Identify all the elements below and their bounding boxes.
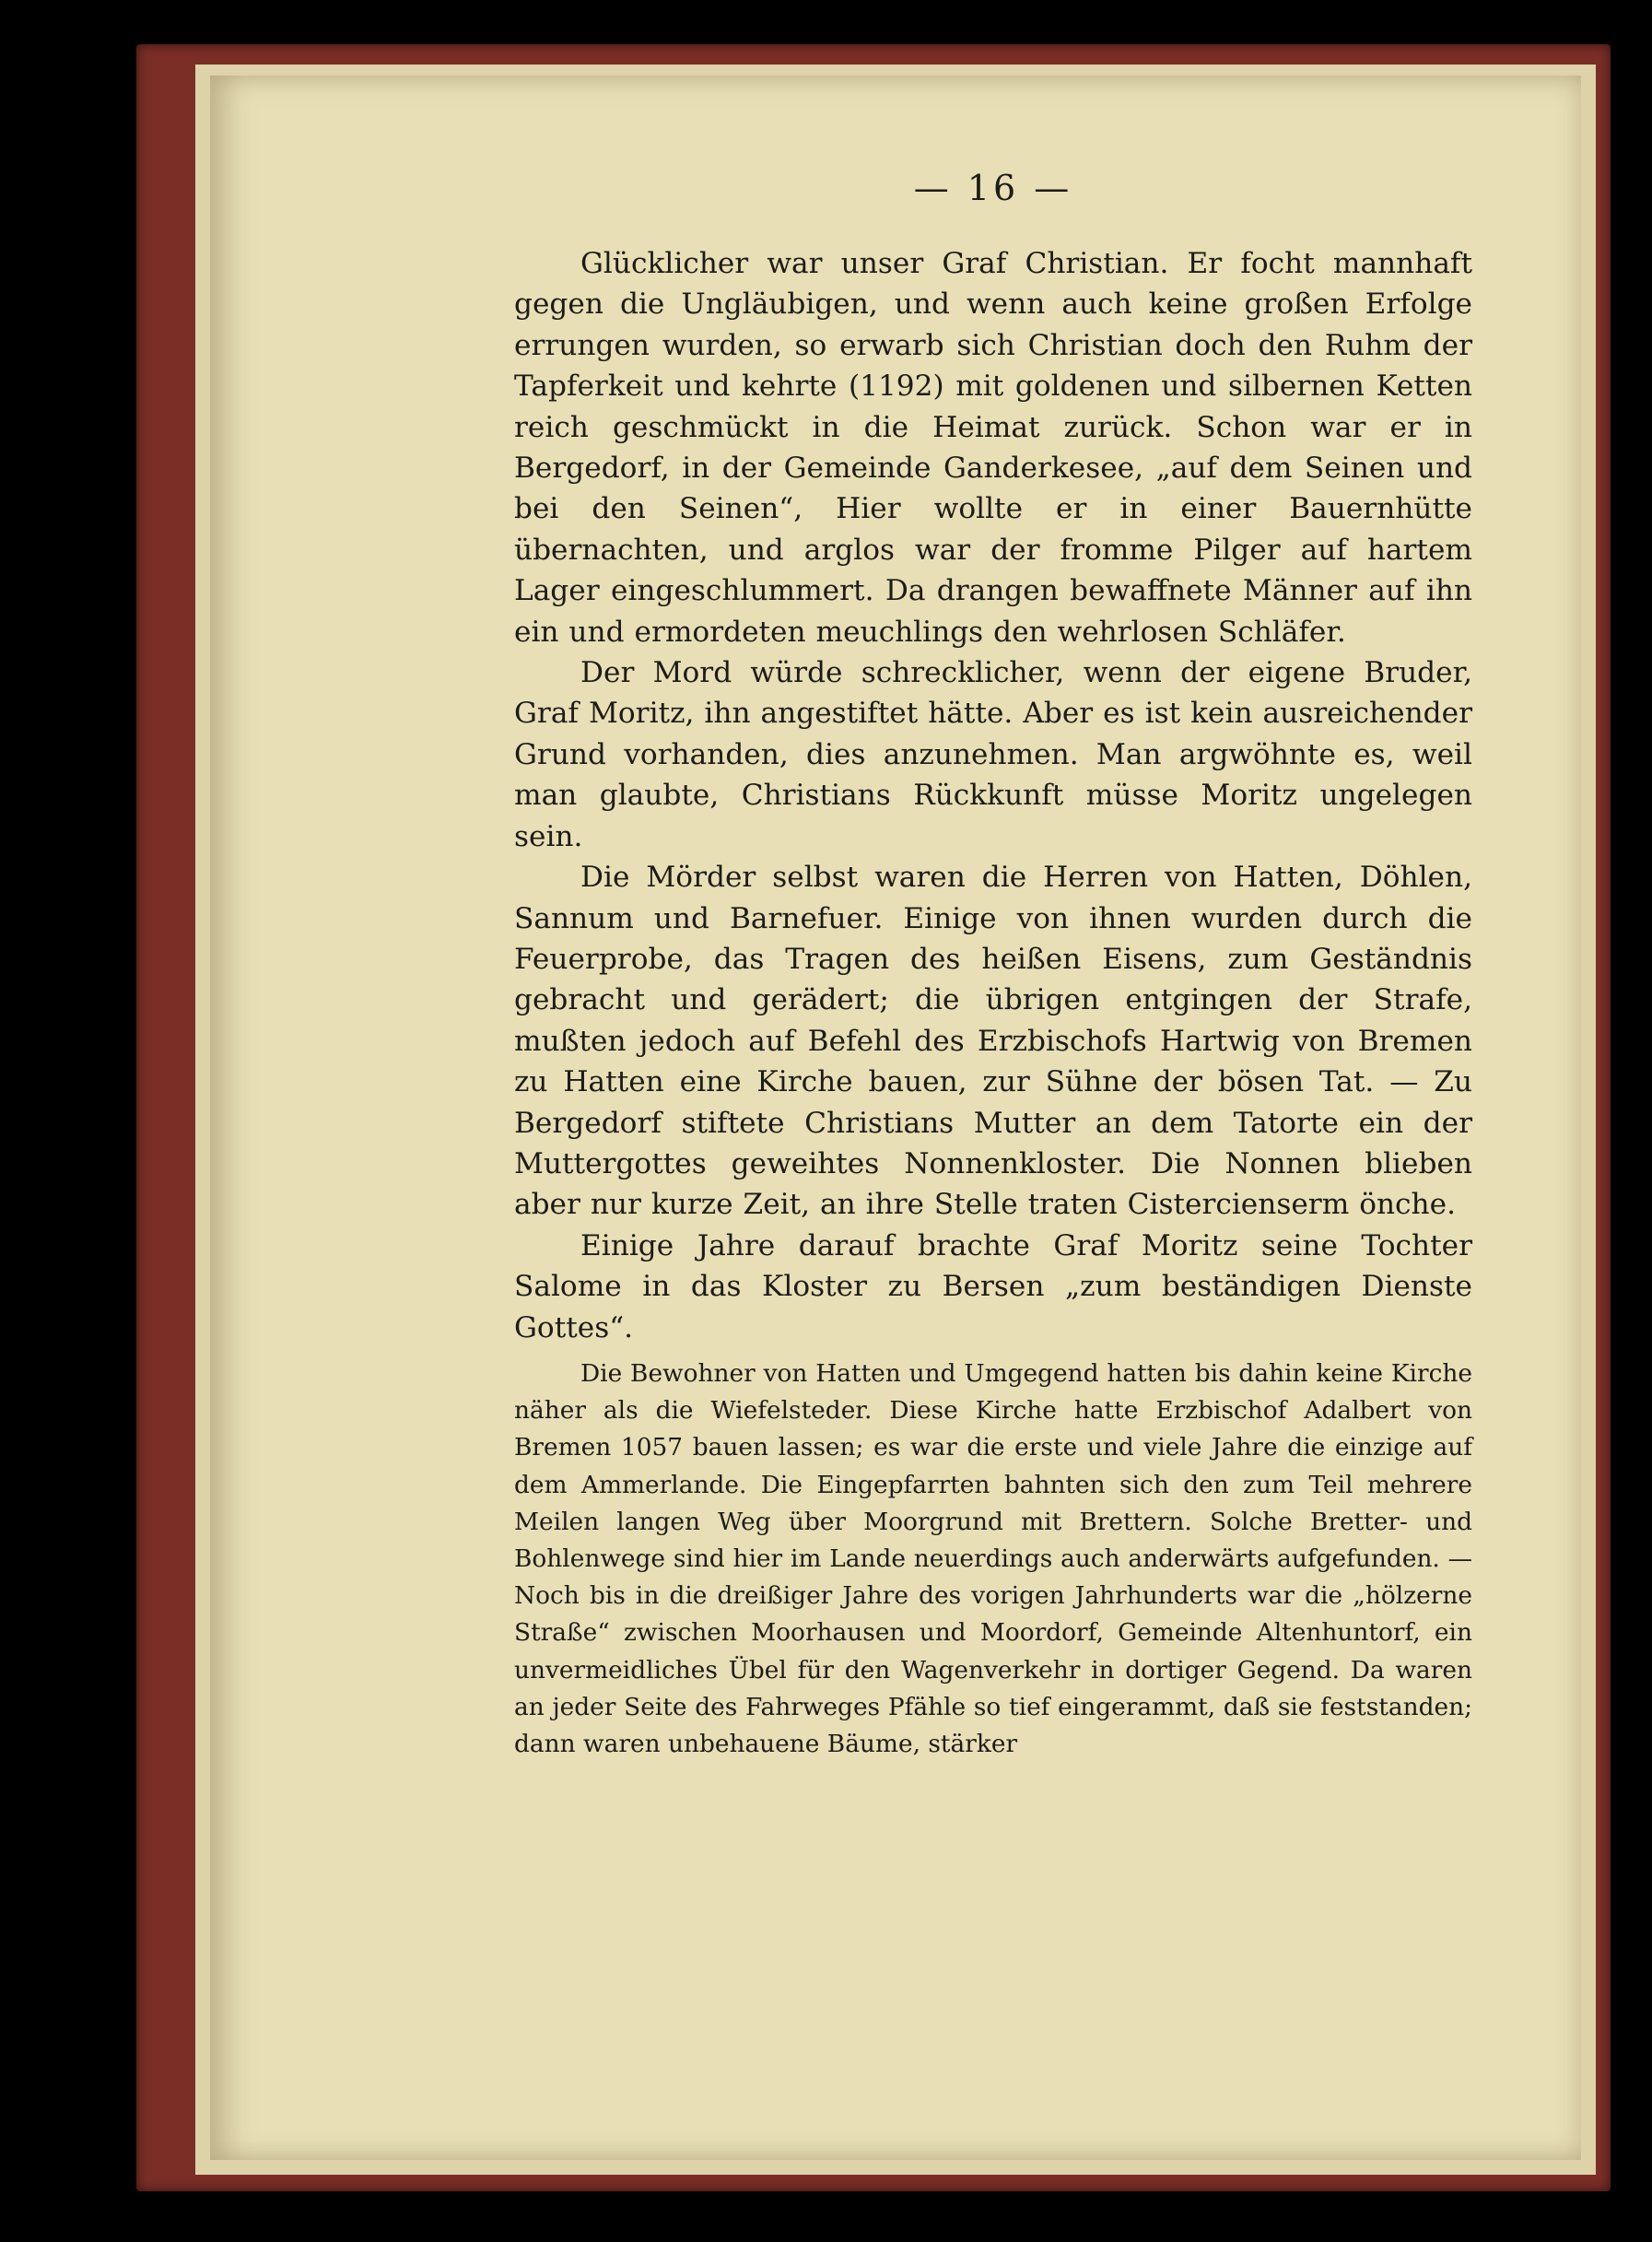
page-text (514, 168, 1472, 1763)
paragraph-3: Die Mörder selbst waren die Herren von Hatten, Döhlen, Sannum und Barnefuer. Einige von ihnen wurden durch die Feuerprobe, das Tragen des heißen Eisens, zum Geständnis gebracht und gerädert; die übrigen entgingen der Strafe, mußten jedoch auf Befehl des Erzbischofs Hartwig von Bremen zu Hatten eine Kirche bauen, zur Sühne der bösen Tat. — Zu Bergedorf stiftete Christians Mutter an dem Tatorte ein der Muttergottes geweihtes Nonnenkloster. Die Nonnen blieben aber nur kurze Zeit, an ihre Stelle traten Cistercienserm önche. (514, 861, 1472, 1222)
footnote: Die Bewohner von Hatten und Umgegend hatten bis dahin keine Kirche näher als die Wiefelsteder. Diese Kirche hatte Erzbischof Adalbert von Bremen 1057 bauen lassen; es war die erste und viele Jahre die einzige auf dem Ammerlande. Die Eingepfarrten bahnten sich den zum Teil mehrere Meilen langen Weg über Moorgrund mit Brettern. Solche Bretter- und Bohlenwege sind hier im Lande neuerdings auch anderwärts aufgefunden. — Noch bis in die dreißiger Jahre des vorigen Jahrhunderts war die „hölzerne Straße“ zwischen Moorhausen und Moordorf, Gemeinde Altenhuntorf, ein unvermeidliches Übel für den Wagenverkehr in dortiger Gegend. Da waren an jeder Seite des Fahrweges Pfähle so tief eingerammt, daß sie feststanden; dann waren unbehauene Bäume, stärker (514, 1358, 1472, 1758)
paragraph-1: Glücklicher war unser Graf Christian. Er focht mannhaft gegen die Ungläubigen, und wenn auch keine großen Erfolge errungen wurden, so erwarb sich Christian doch den Ruhm der Tapferkeit und kehrte (1192) mit goldenen und silbernen Ketten reich geschmückt in die Heimat zurück. Schon war er in Bergedorf, in der Gemeinde Ganderkesee, „auf dem Seinen und bei den Seinen“, Hier wollte er in einer Bauernhütte übernachten, und arglos war der fromme Pilger auf hartem Lager eingeschlummert. Da drangen bewaffnete Männer auf ihn ein und ermordeten meuchlings den wehrlosen Schläfer. (514, 247, 1472, 649)
paragraph-2: Der Mord würde schrecklicher, wenn der eigene Bruder, Graf Moritz, ihn angestiftet hätte. Aber es ist kein ausreichender Grund vorhanden, dies anzunehmen. Man argwöhnte es, weil man glaubte, Christians Rückkunft müsse Moritz ungelegen sein. (514, 656, 1472, 853)
page-number: — 16 — (913, 168, 1073, 208)
paragraph-4: Einige Jahre darauf brachte Graf Moritz seine Tochter Salome in das Kloster zu Bersen „zum beständigen Dienste Gottes“. (514, 1228, 1472, 1344)
